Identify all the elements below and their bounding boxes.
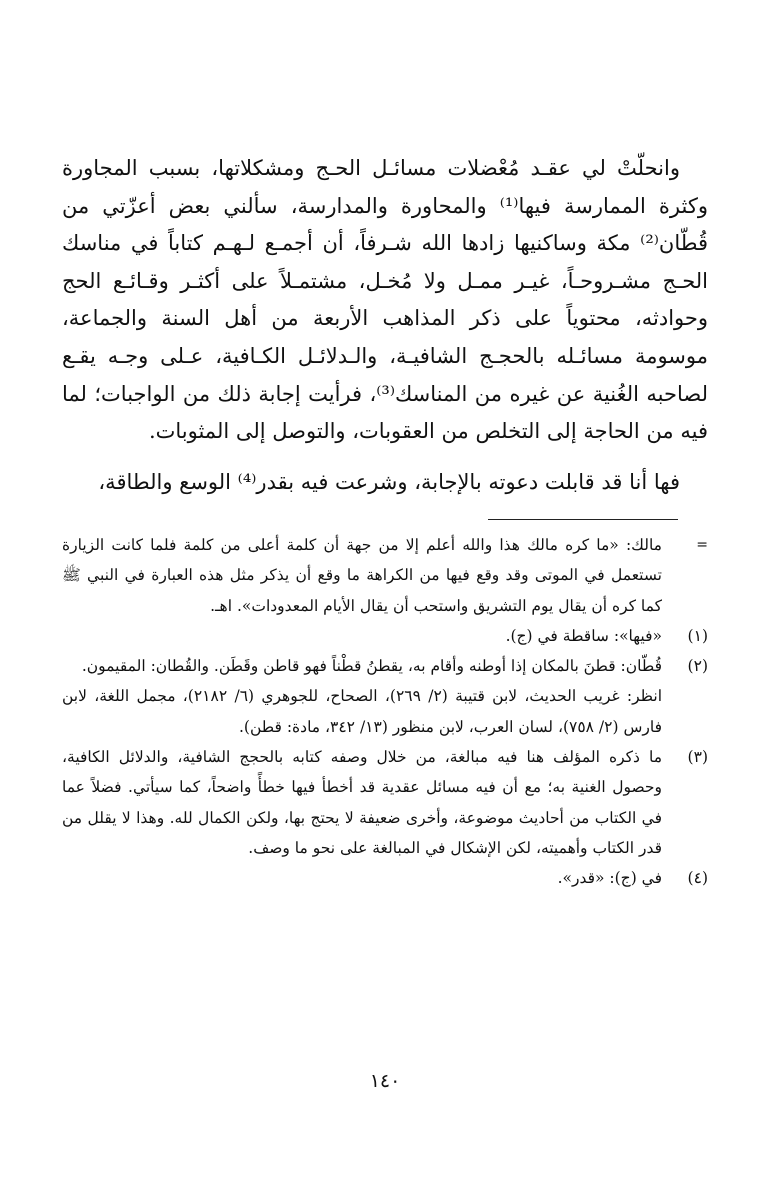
footnote-number: (١) [687, 626, 708, 645]
footnote-text: مالك: «ما كره مالك هذا والله أعلم إلا من جهة أن كلمة أعلى من كلمة فلما كانت الزيارة تستعمل في الموتى وقد وقع فيها من الكراهة ما وقع أن يذكر مثل هذه العبارة في النبي ﷺ كما كره أن يقال يوم التشريق واستحب أن يقال الأيام المعدودات». اهـ. [62, 536, 662, 615]
footnote [62, 651, 708, 681]
page-number: ١٤٠ [369, 1070, 401, 1092]
footnote-text: انظر: غريب الحديث، لابن قتيبة (٢/ ٢٦٩)، الصحاح، للجوهري (٦/ ٢١٨٢)، مجمل اللغة، لابن فارس (٢/ ٧٥٨)، لسان العرب، لابن منظور (١٣/ ٣٤٢، مادة: قطن). [62, 687, 663, 736]
footnote-text: في (ج): «قدر». [557, 869, 662, 888]
footnote-continuation [62, 530, 708, 621]
footnotes [62, 530, 708, 894]
footnote-number: (٢) [687, 657, 708, 676]
footnote-text: ما ذكره المؤلف هنا فيه مبالغة، من خلال وصفه كتابه بالحجج الشافية، والدلائل الكافية، وحصول الغنية به؛ مع أن فيه مسائل عقدية قد أخطأ فيها خطأً واضحاً، كما سيأتي. فضلاً عما في الكتاب من أحاديث موضوعة، وأخرى ضعيفة لا يحتج بها، ولكن الكمال لله. وهذا لا يقلل من قدر الكتاب وأهميته، لكن الإشكال في المبالغة على نحو ما وصف. [62, 748, 662, 857]
footnote [62, 863, 708, 893]
main-text [62, 150, 708, 501]
main-paragraph: وانحلّتْ لي عقـد مُعْضلات مسائـل الحـج ومشكلاتها، بسبب المجاورة وكثرة الممارسة فيها⁽¹⁾ والمحاورة والمدارسة، سألني بعض أعزّتي من قُطّان⁽²⁾ مكة وساكنيها زادها الله شـرفاً، أن أجمـع لـهـم كتاباً في مناسك الحـج مشـروحـاً، غيـر ممـل ولا مُخـل، مشتمـلاً على أكثـر وقـائـع الحج وحوادثه، محتوياً على ذكر المذاهب الأربعة من أهل السنة والجماعة، موسومة مسائـله بالحجـج الشافيـة، والـدلائـل الكـافية، عـلى وجـه يقـع لصاحبه الغُنية عن غيره من المناسك⁽³⁾، فرأيت إجابة ذلك من الواجبات؛ لما فيه من الحاجة إلى التخلص من العقوبات، والتوصل إلى المثوبات. [62, 156, 708, 444]
footnote-text: «فيها»: ساقطة في (ج). [505, 626, 662, 645]
footnote-text: قُطّان: قطنَ بالمكان إذا أوطنه وأقام به، يقطنُ قطْناً فهو قاطن وقَطَن. والقُطان: المقيمون. [81, 657, 662, 676]
footnote-reference [62, 681, 708, 742]
continuation-mark: = [696, 537, 708, 553]
main-paragraph: فها أنا قد قابلت دعوته بالإجابة، وشرعت فيه بقدر⁽⁴⁾ الوسع والطاقة، [98, 469, 680, 494]
footnote-number: (٤) [687, 869, 708, 888]
footnote-number: (٣) [687, 748, 708, 767]
footnote [62, 621, 708, 651]
footnote [62, 742, 708, 863]
footnote-separator [488, 519, 678, 520]
